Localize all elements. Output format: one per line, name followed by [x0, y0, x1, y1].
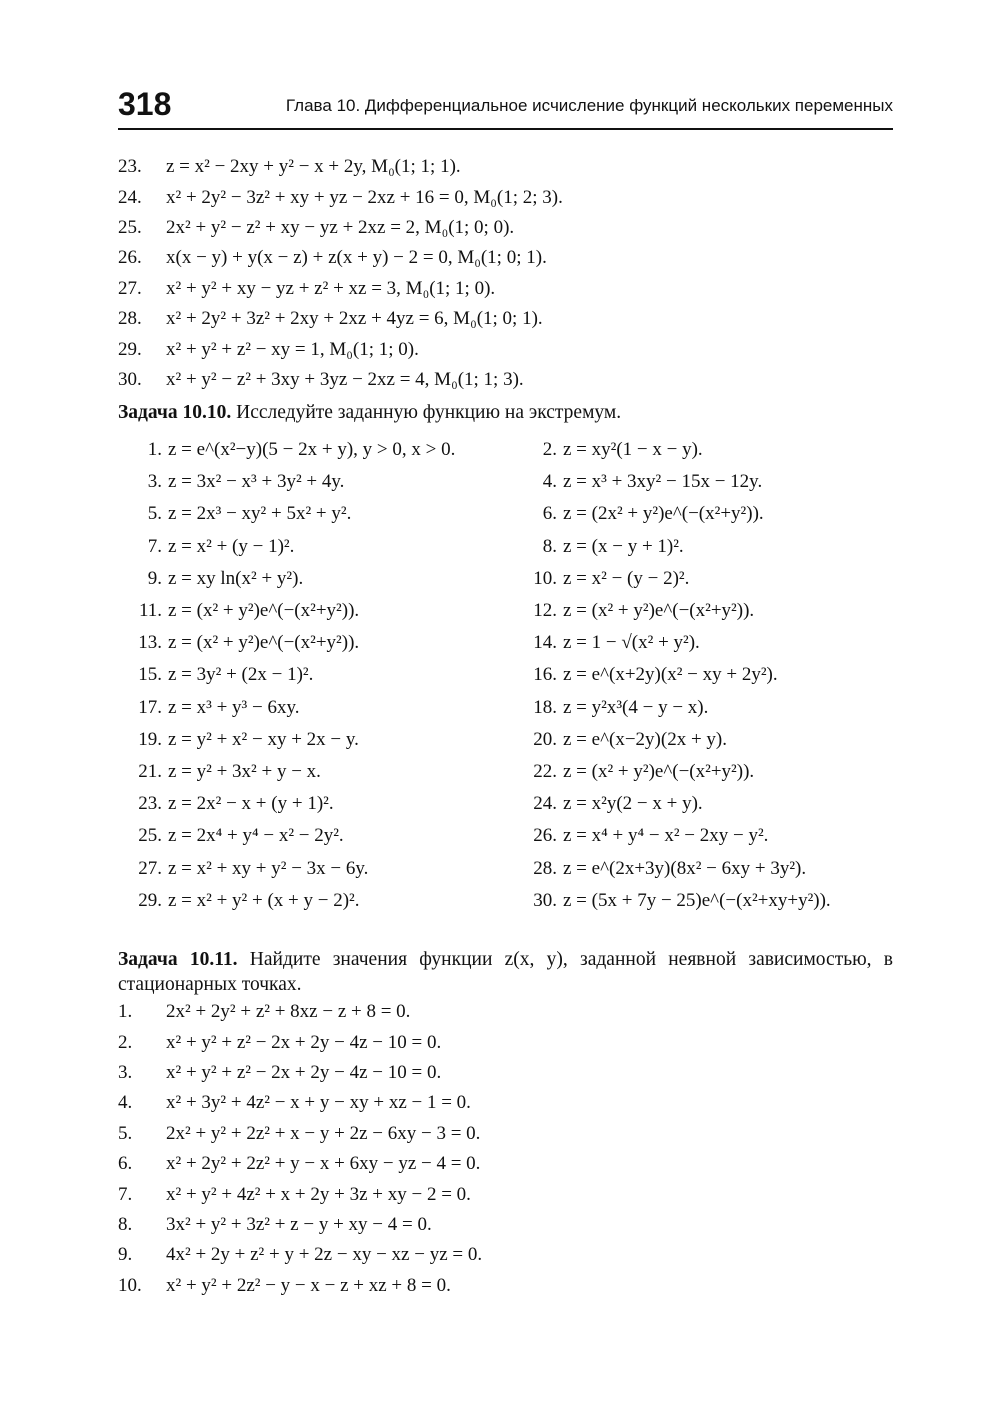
problem-number: 27. — [118, 277, 142, 299]
problem-formula: 3x² + y² + 3z² + z − y + xy − 4 = 0. — [166, 1213, 432, 1235]
problem-item — [118, 531, 513, 563]
problem-item — [513, 434, 893, 466]
problem-formula: x² + y² + z² − xy = 1, M₀(1; 1; 0). — [166, 338, 419, 360]
problem-formula: z = (x − y + 1)². — [563, 535, 684, 557]
problem-formula: 4x² + 2y + z² + y + 2z − xy − xz − yz = 0. — [166, 1244, 483, 1266]
problem-number: 23. — [118, 156, 142, 178]
problem-number: 25. — [118, 216, 142, 238]
problem-item — [513, 756, 893, 788]
problem-item — [118, 182, 563, 212]
problem-formula: x(x − y) + y(x − z) + z(x + y) − 2 = 0, M₀(1; 0; 1). — [166, 247, 547, 269]
problem-item — [513, 627, 893, 659]
problem-formula: x² + y² + 2z² − y − x − z + xz + 8 = 0. — [166, 1274, 451, 1296]
problem-number: 5. — [118, 1122, 133, 1144]
problem-item — [118, 997, 482, 1027]
problem-list-10-11 — [118, 997, 482, 1301]
problem-formula: z = x² − (y − 2)². — [563, 567, 690, 589]
problem-item — [118, 334, 563, 364]
problem-formula: z = y² + 3x² + y − x. — [168, 760, 321, 782]
problem-formula: x² + 2y² − 3z² + xy + yz − 2xz + 16 = 0, M₀(1; 2; 3). — [166, 186, 563, 208]
problem-number: 17. — [138, 696, 162, 718]
problem-number: 24. — [118, 186, 142, 208]
problem-item — [118, 1088, 482, 1118]
problem-formula: z = x² − 2xy + y² − x + 2y, M₀(1; 1; 1). — [166, 156, 461, 178]
problem-formula: z = e^(x²−y)(5 − 2x + y), y > 0, x > 0. — [168, 439, 456, 461]
problem-number: 29. — [138, 889, 162, 911]
problem-number: 30. — [118, 368, 142, 390]
problem-formula: z = e^(x−2y)(2x + y). — [563, 728, 727, 750]
page-number: 318 — [118, 86, 172, 122]
problem-number: 27. — [138, 857, 162, 879]
problem-formula: z = x² + y² + (x + y − 2)². — [168, 889, 360, 911]
problem-formula: z = y²x³(4 − y − x). — [563, 696, 709, 718]
problem-item — [118, 1210, 482, 1240]
problem-formula: x² + y² + z² − 2x + 2y − 4z − 10 = 0. — [166, 1061, 442, 1083]
problem-formula: z = 1 − √(x² + y²). — [563, 632, 700, 654]
problem-number: 5. — [147, 503, 162, 525]
problem-formula: z = (x² + y²)e^(−(x²+y²)). — [168, 600, 360, 622]
problem-number: 26. — [533, 825, 557, 847]
problem-item — [513, 498, 893, 530]
problem-item — [118, 852, 513, 884]
problem-formula: x² + 2y² + 3z² + 2xy + 2xz + 4yz = 6, M₀(1; 0; 1). — [166, 308, 543, 330]
problem-formula: 2x² + y² − z² + xy − yz + 2xz = 2, M₀(1; 0; 0). — [166, 216, 515, 238]
problem-item — [513, 852, 893, 884]
problem-number: 26. — [118, 247, 142, 269]
task-label: Задача 10.10. — [118, 402, 232, 423]
problem-item — [118, 365, 563, 395]
problem-number: 30. — [533, 889, 557, 911]
problem-formula: x² + y² − z² + 3xy + 3yz − 2xz = 4, M₀(1; 1; 3). — [166, 368, 524, 390]
problem-item — [513, 466, 893, 498]
problem-number: 6. — [118, 1153, 133, 1175]
problem-item — [118, 213, 563, 243]
problem-formula: z = 2x² − x + (y + 1)². — [168, 793, 334, 815]
problem-formula: z = xy²(1 − x − y). — [563, 439, 703, 461]
problem-item — [118, 885, 513, 917]
problem-item — [118, 1058, 482, 1088]
problem-number: 10. — [533, 567, 557, 589]
problem-number: 11. — [138, 600, 162, 622]
problem-formula: z = x⁴ + y⁴ − x² − 2xy − y². — [563, 825, 769, 847]
page-header — [118, 84, 893, 130]
problem-item — [118, 1149, 482, 1179]
problem-number: 10. — [118, 1274, 142, 1296]
task-label: Задача 10.11. — [118, 949, 238, 970]
problem-item — [118, 304, 563, 334]
problem-list-10-9 — [118, 152, 563, 395]
problem-item — [513, 659, 893, 691]
problem-number: 14. — [533, 632, 557, 654]
task-10-10-heading — [118, 402, 621, 424]
problem-number: 20. — [533, 728, 557, 750]
problem-number: 7. — [118, 1183, 133, 1205]
problem-number: 28. — [118, 308, 142, 330]
task-text: Найдите значения функции z(x, y), заданной неявной зависимостью, в стационарных точках. — [118, 949, 893, 995]
problem-item — [118, 627, 513, 659]
problem-formula: z = 2x³ − xy² + 5x² + y². — [168, 503, 352, 525]
problem-number: 2. — [118, 1031, 133, 1053]
problem-number: 9. — [147, 567, 162, 589]
problem-formula: z = (5x + 7y − 25)e^(−(x²+xy+y²)). — [563, 889, 831, 911]
problem-number: 22. — [533, 760, 557, 782]
problem-formula: 2x² + y² + 2z² + x − y + 2z − 6xy − 3 = 0. — [166, 1122, 481, 1144]
problem-item — [118, 243, 563, 273]
problem-item — [118, 1240, 482, 1270]
problem-number: 18. — [533, 696, 557, 718]
problem-formula: x² + y² + 4z² + x + 2y + 3z + xy − 2 = 0. — [166, 1183, 471, 1205]
problem-formula: z = 3y² + (2x − 1)². — [168, 664, 314, 686]
problem-item — [118, 563, 513, 595]
task-10-11-heading — [118, 947, 893, 997]
problem-formula: z = x³ + 3xy² − 15x − 12y. — [563, 471, 763, 493]
problem-formula: z = y² + x² − xy + 2x − y. — [168, 728, 359, 750]
problem-number: 3. — [118, 1061, 133, 1083]
problem-formula: z = e^(2x+3y)(8x² − 6xy + 3y²). — [563, 857, 807, 879]
problem-formula: z = (x² + y²)e^(−(x²+y²)). — [563, 760, 755, 782]
problem-number: 4. — [118, 1092, 133, 1114]
problem-formula: z = 3x² − x³ + 3y² + 4y. — [168, 471, 345, 493]
problem-formula: x² + 2y² + 2z² + y − x + 6xy − yz − 4 = 0. — [166, 1153, 481, 1175]
problem-formula: x² + y² + xy − yz + z² + xz = 3, M₀(1; 1; 0). — [166, 277, 496, 299]
problem-item — [118, 788, 513, 820]
problem-number: 9. — [118, 1244, 133, 1266]
problem-item — [118, 1027, 482, 1057]
problem-item — [513, 885, 893, 917]
problem-item — [513, 724, 893, 756]
problem-formula: x² + 3y² + 4z² − x + y − xy + xz − 1 = 0. — [166, 1092, 471, 1114]
problem-formula: z = e^(x+2y)(x² − xy + 2y²). — [563, 664, 778, 686]
problem-number: 19. — [138, 728, 162, 750]
problem-number: 1. — [147, 439, 162, 461]
problem-item — [118, 756, 513, 788]
problem-item — [118, 434, 513, 466]
problem-item — [118, 724, 513, 756]
problem-formula: z = x² + (y − 1)². — [168, 535, 295, 557]
problem-number: 2. — [542, 439, 557, 461]
chapter-title: Глава 10. Дифференциальное исчисление функций нескольких переменных — [285, 96, 893, 115]
problem-number: 3. — [147, 471, 162, 493]
problem-number: 8. — [118, 1213, 133, 1235]
problem-item — [118, 1179, 482, 1209]
problem-number: 25. — [138, 825, 162, 847]
problem-item — [513, 692, 893, 724]
problem-number: 21. — [138, 760, 162, 782]
problem-formula: z = x²y(2 − x + y). — [563, 793, 703, 815]
problem-item — [118, 1119, 482, 1149]
problem-number: 28. — [533, 857, 557, 879]
problem-item — [513, 563, 893, 595]
problem-formula: x² + y² + z² − 2x + 2y − 4z − 10 = 0. — [166, 1031, 442, 1053]
problem-formula: z = (x² + y²)e^(−(x²+y²)). — [563, 600, 755, 622]
problem-number: 1. — [118, 1001, 133, 1023]
problem-number: 16. — [533, 664, 557, 686]
problem-number: 4. — [542, 471, 557, 493]
problem-item — [118, 595, 513, 627]
problem-item — [513, 820, 893, 852]
problem-item — [513, 531, 893, 563]
problem-item — [118, 274, 563, 304]
problem-item — [118, 692, 513, 724]
problem-item — [118, 659, 513, 691]
problem-number: 7. — [147, 535, 162, 557]
problem-item — [118, 820, 513, 852]
problem-item — [118, 1271, 482, 1301]
problem-item — [118, 152, 563, 182]
problem-formula: z = (x² + y²)e^(−(x²+y²)). — [168, 632, 360, 654]
problem-item — [118, 466, 513, 498]
problem-formula: 2x² + 2y² + z² + 8xz − z + 8 = 0. — [166, 1001, 411, 1023]
problem-grid-10-10 — [118, 434, 893, 917]
problem-formula: z = 2x⁴ + y⁴ − x² − 2y². — [168, 825, 344, 847]
problem-formula: z = x² + xy + y² − 3x − 6y. — [168, 857, 369, 879]
problem-number: 12. — [533, 600, 557, 622]
problem-number: 8. — [542, 535, 557, 557]
problem-item — [513, 788, 893, 820]
problem-formula: z = xy ln(x² + y²). — [168, 567, 304, 589]
task-text: Исследуйте заданную функцию на экстремум. — [231, 402, 622, 423]
problem-number: 29. — [118, 338, 142, 360]
problem-formula: z = x³ + y³ − 6xy. — [168, 696, 300, 718]
problem-formula: z = (2x² + y²)e^(−(x²+y²)). — [563, 503, 764, 525]
problem-number: 23. — [138, 793, 162, 815]
problem-item — [118, 498, 513, 530]
problem-number: 6. — [542, 503, 557, 525]
problem-item — [513, 595, 893, 627]
problem-number: 15. — [138, 664, 162, 686]
problem-number: 13. — [138, 632, 162, 654]
problem-number: 24. — [533, 793, 557, 815]
